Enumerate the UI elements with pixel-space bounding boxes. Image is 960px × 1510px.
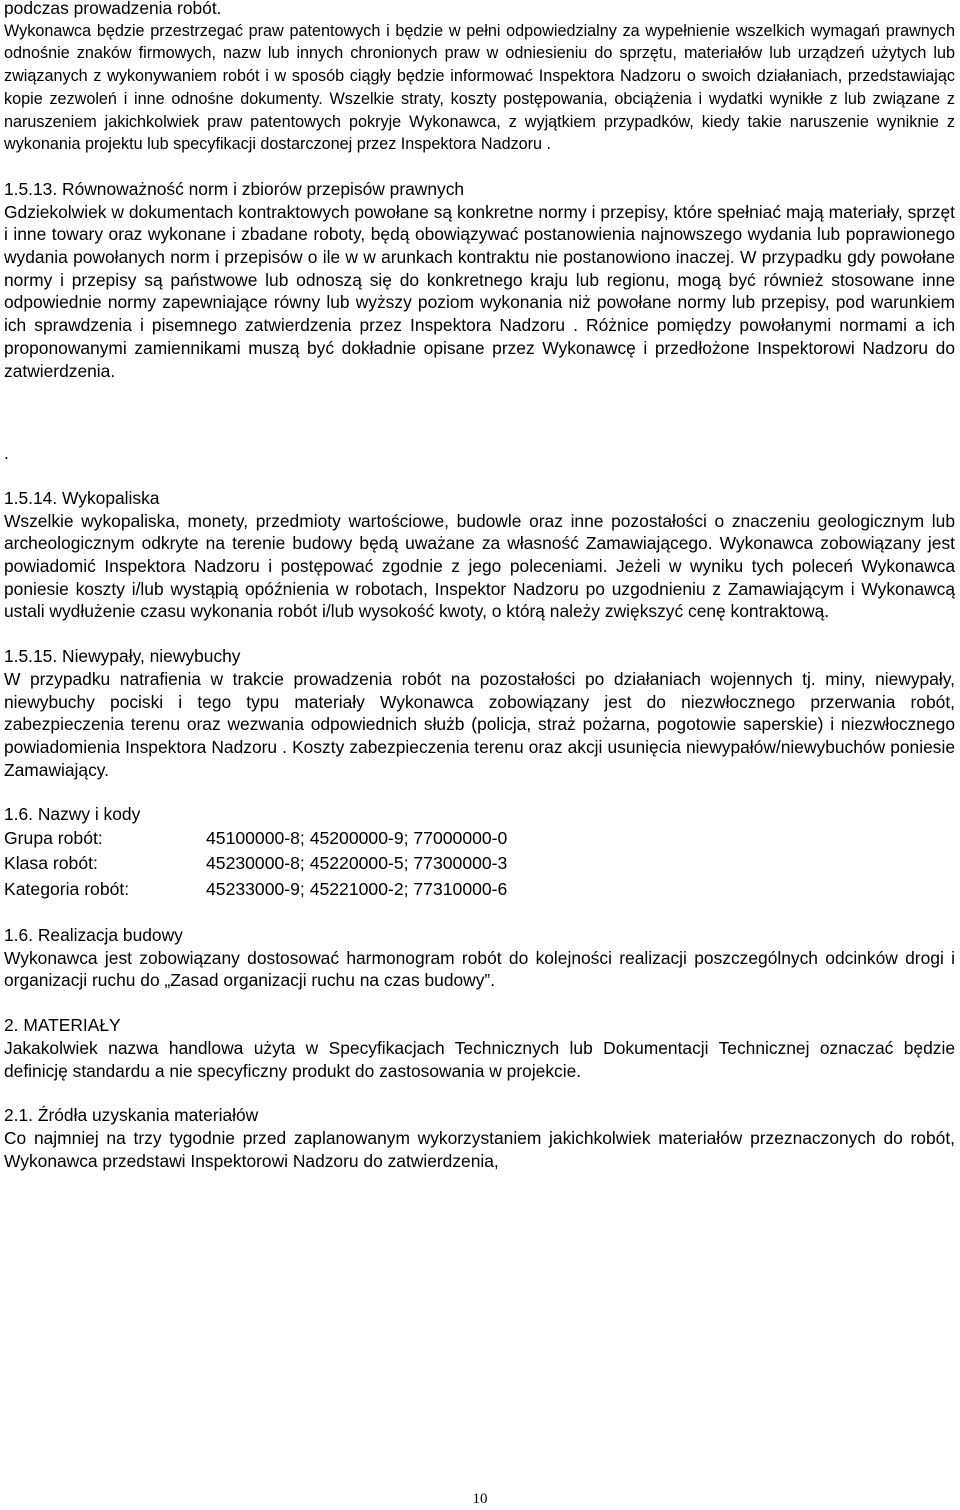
work-codes-table — [4, 826, 955, 902]
section-1-5-13-body: Gdziekolwiek w dokumentach kontraktowych powołane są konkretne normy i przepisy, które spełniać mają materiały, sprzęt i inne towary oraz wykonane i zbadane roboty, będą obowiązywać postanowienia najnowszego wydania lub poprawionego wydania powołanych norm i przepisów o ile w w arunkach kontraktu nie postanowiono inaczej. W przypadku gdy powołane normy i przepisy są państwowe lub odnoszą się do konkretnego kraju lub regionu, mogą być również stosowane inne odpowiednie normy zapewniające równy lub wyższy poziom wykonania niż powołane normy lub przepisy, pod warunkiem ich sprawdzenia i pisemnego zatwierdzenia przez Inspektora Nadzoru . Różnice pomiędzy powołanymi normami a ich proponowanymi zamiennikami muszą być dokładnie opisane przez Wykonawcę i przedłożone Inspektorowi Nadzoru do zatwierdzenia. — [4, 201, 955, 381]
section-1-6-realization-body: Wykonawca jest zobowiązany dostosować harmonogram robót do kolejności realizacji poszczególnych odcinków drogi i organizacji ruchu do „Zasad organizacji ruchu na czas budowy”. — [4, 947, 955, 991]
spacer — [4, 156, 955, 178]
code-label-category: Kategoria robót: — [4, 878, 130, 899]
section-2-1-body: Co najmniej na trzy tygodnie przed zaplanowanym wykorzystaniem jakichkolwiek materiałów przeznaczonych do robót, Wykonawca przedstawi Inspektorowi Nadzoru do zatwierdzenia, — [4, 1127, 955, 1171]
spacer — [4, 992, 955, 1014]
document-page — [4, 0, 955, 1172]
section-1-5-14-heading: 1.5.14. Wykopaliska — [4, 487, 160, 508]
spacer — [4, 781, 955, 803]
code-value-category: 45233000-9; 45221000-2; 77310000-6 — [206, 878, 508, 899]
code-value-class: 45230000-8; 45220000-5; 77300000-3 — [206, 853, 508, 874]
section-1-6-realization-heading: 1.6. Realizacja budowy — [4, 924, 183, 945]
section-1-5-14-body: Wszelkie wykopaliska, monety, przedmioty wartościowe, budowle oraz inne pozostałości o znaczeniu geologicznym lub archeologicznym odkryte na terenie budowy będą uważane za własność Zamawiającego. Wykonawca zobowiązany jest powiadomić Inspektora Nadzoru i postępować zgodnie z jego poleceniami. Jeżeli w wyniku tych poleceń Wykonawca poniesie koszty i/lub wystąpią opóźnienia w robotach, Inspektor Nadzoru po uzgodnieniu z Zamawiającym i Wykonawcą ustali wydłużenie czasu wykonania robót i/lub wysokość kwoty, o którą należy zwiększyć cenę kontraktową. — [4, 510, 955, 622]
code-label-class: Klasa robót: — [4, 853, 98, 874]
page-number: 10 — [472, 1491, 488, 1507]
spacer — [4, 465, 955, 487]
code-label-group: Grupa robót: — [4, 828, 103, 849]
stray-dot: . — [4, 443, 9, 464]
spacer — [4, 902, 955, 924]
section-1-5-15-body: W przypadku natrafienia w trakcie prowadzenia robót na pozostałości po działaniach wojennych tj. miny, niewypały, niewybuchy pociski i tego typu materiały Wykonawca zobowiązany jest do niezwłocznego przerwania robót, zabezpieczenia terenu oraz wezwania odpowiednich służb (policja, straż pożarna, pogotowie saperskie) i niezwłocznego powiadomienia Inspektora Nadzoru . Koszty zabezpieczenia terenu oraz akcji usunięcia niewypałów/niewybuchów poniesie Zamawiający. — [4, 668, 955, 780]
section-2-1-heading: 2.1. Źródła uzyskania materiałów — [4, 1105, 259, 1126]
lead-line: podczas prowadzenia robót. — [4, 0, 222, 18]
spacer — [4, 1082, 955, 1104]
spacer — [4, 382, 955, 442]
section-1-6-codes-heading: 1.6. Nazwy i kody — [4, 804, 141, 825]
section-1-5-13-heading: 1.5.13. Równoważność norm i zbiorów przepisów prawnych — [4, 178, 465, 199]
spacer — [4, 623, 955, 645]
section-1-5-15-heading: 1.5.15. Niewypały, niewybuchy — [4, 646, 241, 667]
section-2-body: Jakakolwiek nazwa handlowa użyta w Specyfikacjach Technicznych lub Dokumentacji Technicznej oznaczać będzie definicję standardu a nie specyficzny produkt do zastosowania w projekcie. — [4, 1037, 955, 1081]
section-2-heading: 2. MATERIAŁY — [4, 1015, 121, 1036]
patents-paragraph: Wykonawca będzie przestrzegać praw patentowych i będzie w pełni odpowiedzialny za wypełnienie wszelkich wymagań prawnych odnośnie znaków firmowych, nazw lub innych chronionych praw w odniesieniu do sprzętu, materiałów lub urządzeń użytych lub związanych z wykonywaniem robót i w sposób ciągły będzie informować Inspektora Nadzoru o swoich działaniach, przedstawiając kopie zezwoleń i inne odnośne dokumenty. Wszelkie straty, koszty postępowania, obciążenia i wydatki wynikłe z lub związane z naruszeniem jakichkolwiek praw patentowych pokryje Wykonawca, z wyjątkiem przypadków, kiedy takie naruszenie wyniknie z wykonania projektu lub specyfikacji dostarczonej przez Inspektora Nadzoru . — [4, 21, 955, 154]
code-value-group: 45100000-8; 45200000-9; 77000000-0 — [206, 828, 508, 849]
